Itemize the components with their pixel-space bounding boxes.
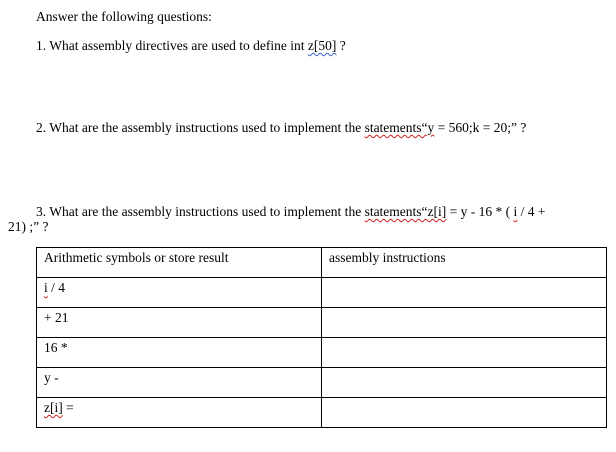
instructions-cell[interactable] [322,398,607,428]
question-1-code: z[50] [307,38,337,53]
question-3-statement: statements“z[i] [364,204,447,219]
table-row [37,368,607,398]
symbol-cell[interactable]: i / 4 [37,278,322,308]
symbol-cell[interactable]: y - [37,368,322,398]
table-row [37,338,607,368]
question-3 [36,204,546,220]
table-row [37,308,607,338]
question-3-text: 3. What are the assembly instructions used to implement the [36,204,365,219]
question-1-text: 1. What assembly directives are used to define int [36,38,308,53]
symbol-cell[interactable]: z[i] = [37,398,322,428]
question-3-var-i: i [513,204,518,219]
question-1 [36,38,346,54]
question-2 [36,120,526,136]
instructions-cell[interactable] [322,278,607,308]
question-2-text: 2. What are the assembly instructions used to implement the [36,120,365,135]
table-header-row [37,248,607,278]
symbol-var: i [44,280,48,295]
question-3-wrap: 21) ;” ? [8,219,49,234]
instructions-cell[interactable] [322,368,607,398]
question-3-middle: = y - 16 * ( [446,204,514,219]
answer-table [36,247,607,428]
question-1-end: ? [336,38,346,53]
header-instructions: assembly instructions [322,248,607,278]
symbol-cell[interactable]: + 21 [37,308,322,338]
table-row [37,398,607,428]
question-2-statement: statements“y [364,120,435,135]
table-row [37,278,607,308]
question-3-end: / 4 + [517,204,546,219]
intro-text: Answer the following questions: [36,9,212,24]
question-2-end: = 560;k = 20;” ? [434,120,527,135]
symbol-var: z[i] [44,400,63,415]
header-arithmetic: Arithmetic symbols or store result [37,248,322,278]
symbol-cell[interactable]: 16 * [37,338,322,368]
instructions-cell[interactable] [322,338,607,368]
instructions-cell[interactable] [322,308,607,338]
